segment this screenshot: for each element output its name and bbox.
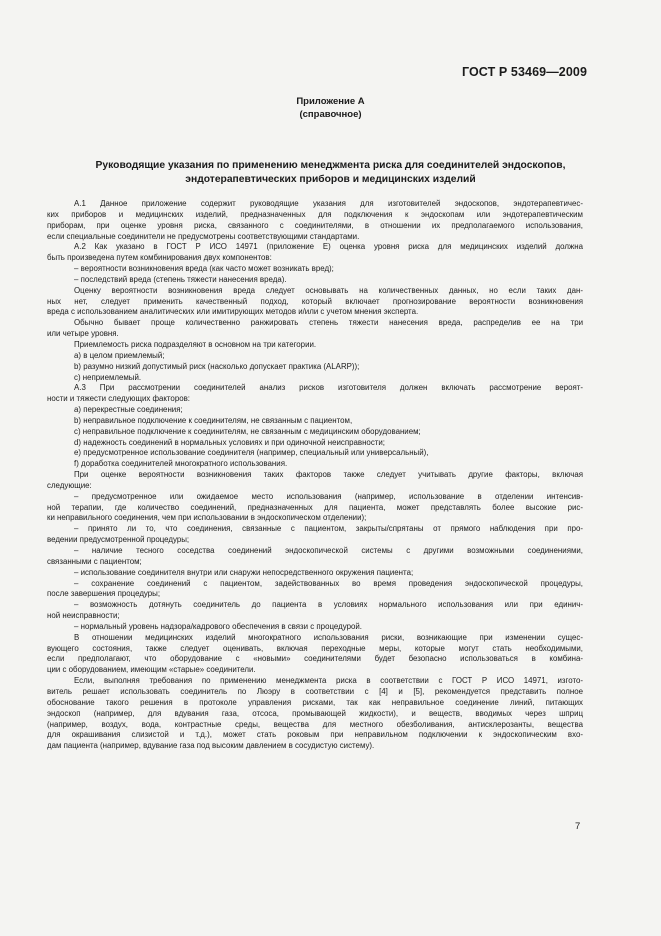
text-line: ведении предусмотренной процедуры; (47, 535, 190, 545)
text-line: f) доработка соединителей многократного использования. (74, 459, 288, 469)
text-line: быть произведена путем комбинирования двух компонентов: (47, 253, 272, 263)
text-line: дам пациента (например, вдувание газа под высоким давлением в сосудистую систему). (47, 741, 375, 751)
text-line: Обычно бывает проще количественно ранжировать степень тяжести нанесения вреда, распределив ее на три (74, 318, 583, 328)
standard-code: ГОСТ Р 53469—2009 (461, 65, 587, 79)
text-line: обоснование такого решения в протоколе управления рисками, так как неправильное соединение линий, питающих (47, 697, 583, 707)
text-line: – нормальный уровень надзора/кадрового обеспечения в связи с процедурой. (74, 621, 362, 631)
text-line: При оценке вероятности возникновения таких факторов также следует учитывать другие факторы, включая (74, 470, 583, 480)
title-line-2: эндотерапевтических приборов и медицинских изделий (185, 174, 476, 185)
body-text (47, 199, 583, 752)
text-line: ности и тяжести следующих факторов: (47, 394, 190, 404)
text-line: – предусмотренное или ожидаемое место использования (например, использование в отделении интенсив- (74, 491, 583, 501)
appendix-heading (0, 95, 661, 121)
text-line: если специальные соединители не предусмотрены соответствующими стандартами. (47, 231, 360, 241)
text-line: – последствий вреда (степень тяжести нанесения вреда). (74, 274, 287, 284)
text-line: c) неправильное подключение к соединителям, не связанным с медицинским оборудованием; (74, 426, 421, 436)
section-title (60, 159, 601, 187)
text-line: ции с оборудованием, имеющим «старые» соединители. (47, 665, 256, 675)
text-line: А.1 Данное приложение содержит руководящие указания для изготовителей эндоскопов, эндотерапевтичес- (74, 199, 583, 208)
text-line: ких приборов и медицинских изделий, предназначенных для подключения к эндоскопам или эндотерапевтическим (47, 209, 583, 219)
text-line: – сохранение соединений с пациентом, задействованных во время проведения эндоскопической процедуры, (74, 578, 583, 588)
text-line: ной неисправности; (47, 611, 120, 621)
text-line: Оценку вероятности возникновения вреда следует основывать на количественных данных, но если таких дан- (74, 285, 583, 295)
text-line: или четыре уровня. (47, 329, 119, 339)
appendix-type: (справочное) (299, 109, 362, 120)
text-line: А.2 Как указано в ГОСТ Р ИСО 14971 (приложение Е) оценка уровня риска для медицинских изделий должна (74, 242, 583, 252)
text-line: следующие: (47, 480, 92, 490)
text-line: ки неправильного соединения, чем при использовании в эндоскопическом отделении); (47, 513, 367, 523)
text-line: витель решает использовать соединитель по Люэру в соответствии с [4] и [5], рекомендуется представить полное (47, 686, 583, 696)
text-line: вующего состояния, также следует оценивать, включая переходные меры, которые могут стать необходимыми, (47, 643, 583, 653)
text-line: вреда с использованием аналитических или имитирующих методов и/или с учетом мнения эксперта. (47, 307, 419, 317)
text-line: e) предусмотренное использование соединителя (например, специальный или универсальный), (74, 448, 429, 458)
text-line: c) неприемлемый. (74, 372, 142, 382)
text-line: (например, воздух, вода, контрастные среды, вещества для местного обезболивания, антисклерозанты, вещества (47, 719, 583, 729)
text-line: эндоскоп (например, для вдувания газа, отсоса, промывающей жидкости), и веществ, вводимых через шприц (47, 708, 583, 718)
appendix-label: Приложение А (296, 96, 365, 107)
text-line: – использование соединителя внутри или снаружи непосредственного окружения пациента; (74, 567, 414, 577)
text-line: b) неправильное подключение к соединителям, не связанным с пациентом, (74, 415, 353, 425)
page-number: 7 (575, 821, 581, 832)
text-line: ных нет, следует применить качественный подход, который включает прогнозирование вероятности возникновения (47, 296, 583, 306)
text-line: если предполагают, что оборудование с «новыми» соединителями будет безопасно использоваться в комбина- (47, 654, 583, 664)
text-line: d) надежность соединений в нормальных условиях и при одиночной неисправности; (74, 437, 385, 447)
text-line: – наличие тесного соседства соединений эндоскопической системы с другими возможными соединениями, (74, 546, 583, 555)
text-line: Если, выполняя требования по применению менеджмента риска в соответствии с ГОСТ Р ИСО 14971, изгото- (74, 676, 583, 686)
text-line: – возможность дотянуть соединитель до пациента в условиях нормального использования или при единич- (74, 600, 583, 610)
text-line: Приемлемость риска подразделяют в основном на три категории. (74, 339, 317, 349)
text-line: В отношении медицинских изделий многократного использования риски, возникающие при изменении сущес- (74, 632, 583, 642)
text-line: – принято ли то, что соединения, связанные с пациентом, закрыты/спрятаны от прямого наблюдения при про- (74, 524, 583, 534)
text-line: b) разумно низкий допустимый риск (насколько допускает практика (ALARP)); (74, 361, 360, 371)
text-line: А.3 При рассмотрении соединителей анализ рисков изготовителя должен включать рассмотрение вероят- (74, 383, 583, 393)
text-line: связанными с пациентом; (47, 556, 142, 566)
text-line: ной терапии, где количество соединений, предназначенных для пациента, может представлять более высокие рис- (47, 502, 583, 512)
text-line: – вероятности возникновения вреда (как часто может возникать вред); (74, 264, 334, 274)
text-line: a) в целом приемлемый; (74, 350, 165, 360)
text-line: после завершения процедуры; (47, 589, 161, 599)
title-line-1: Руководящие указания по применению менеджмента риска для соединителей эндоскопов, (95, 160, 566, 171)
text-line: a) перекрестные соединения; (74, 405, 183, 415)
text-line: для окрашивания слизистой и т.д.), может стать роковым при неправильном подключении к эндоскопическим вхо- (47, 730, 583, 740)
text-line: приборам, при оценке уровня риска, связанного с соединителями, в отношении их предполагаемого использования, (47, 220, 583, 230)
